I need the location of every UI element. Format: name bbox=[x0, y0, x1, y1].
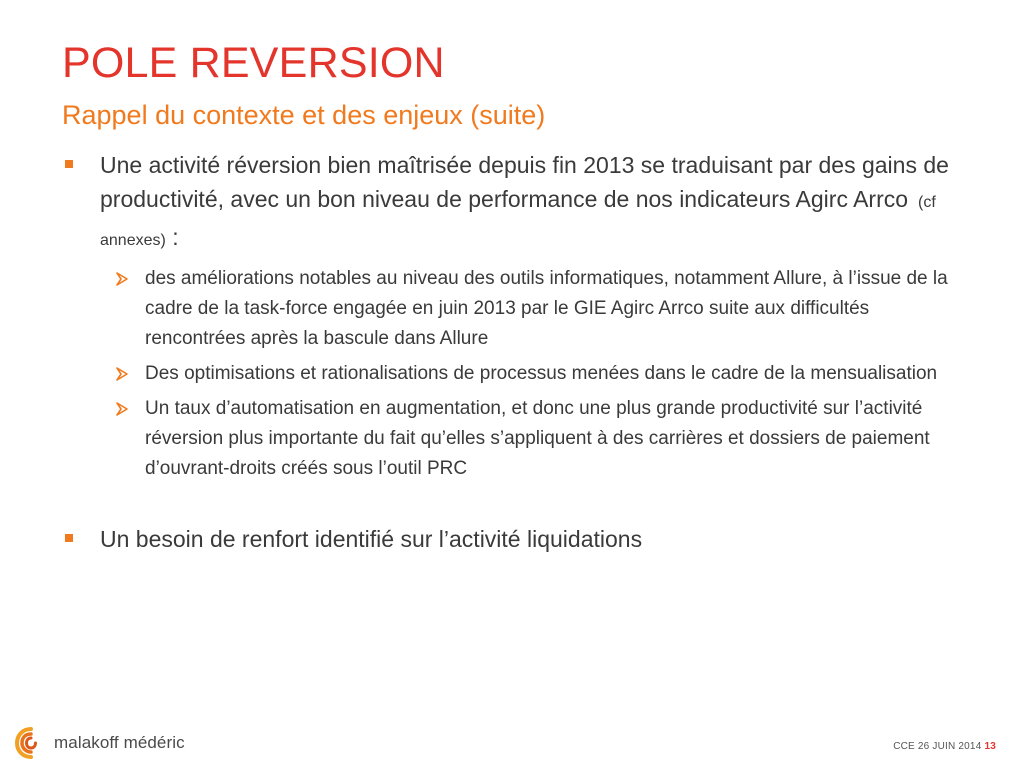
bullet-item-1 bbox=[62, 148, 960, 258]
sub-bullet-text: Un taux d’automatisation en augmentation, et donc une plus grande productivité sur l’activité réversion plus importante du fait qu’elles s’appliquent à des carrières et dossiers de paiement d’ouvrant-droits créés sous l’outil PRC bbox=[145, 398, 930, 479]
slide-subtitle: Rappel du contexte et des enjeux (suite) bbox=[62, 100, 546, 130]
bullet-item-2 bbox=[62, 522, 960, 556]
slide-title: POLE REVERSION bbox=[62, 39, 445, 87]
sub-bullet-text: des améliorations notables au niveau des outils informatiques, notamment Allure, à l’issue de la cadre de la task-force engagée en juin 2013 par le GIE Agirc Arrco suite aux difficultés rencontrées après la bascule dans Allure bbox=[145, 268, 948, 349]
sub-bullet-text: Des optimisations et rationalisations de processus menées dans le cadre de la mensualisation bbox=[145, 363, 938, 384]
slide-content bbox=[62, 148, 962, 556]
bullet-note: (cf annexes) bbox=[100, 194, 936, 249]
arrowhead-bullet-icon bbox=[115, 402, 129, 416]
footer-event: CCE 26 JUIN 2014 bbox=[893, 741, 982, 752]
bullet-suffix: : bbox=[165, 224, 179, 250]
bullet-text: Un besoin de renfort identifié sur l’activité liquidations bbox=[100, 526, 643, 552]
square-bullet-icon bbox=[65, 160, 73, 168]
arrowhead-bullet-icon bbox=[115, 367, 129, 381]
sub-bullet-list bbox=[105, 264, 962, 484]
square-bullet-icon bbox=[65, 534, 73, 542]
sub-bullet-item-3 bbox=[105, 394, 965, 484]
sub-bullet-item-1 bbox=[105, 264, 965, 354]
malakoff-mederic-logo-icon bbox=[14, 726, 48, 760]
page-number: 13 bbox=[984, 741, 996, 752]
logo-text: malakoff médéric bbox=[54, 733, 185, 752]
company-logo bbox=[14, 726, 185, 760]
sub-bullet-item-2 bbox=[105, 359, 965, 389]
bullet-text: Une activité réversion bien maîtrisée depuis fin 2013 se traduisant par des gains de productivité, avec un bon niveau de performance de nos indicateurs Agirc Arrco bbox=[100, 152, 949, 212]
slide-footer bbox=[893, 741, 996, 752]
arrowhead-bullet-icon bbox=[115, 272, 129, 286]
